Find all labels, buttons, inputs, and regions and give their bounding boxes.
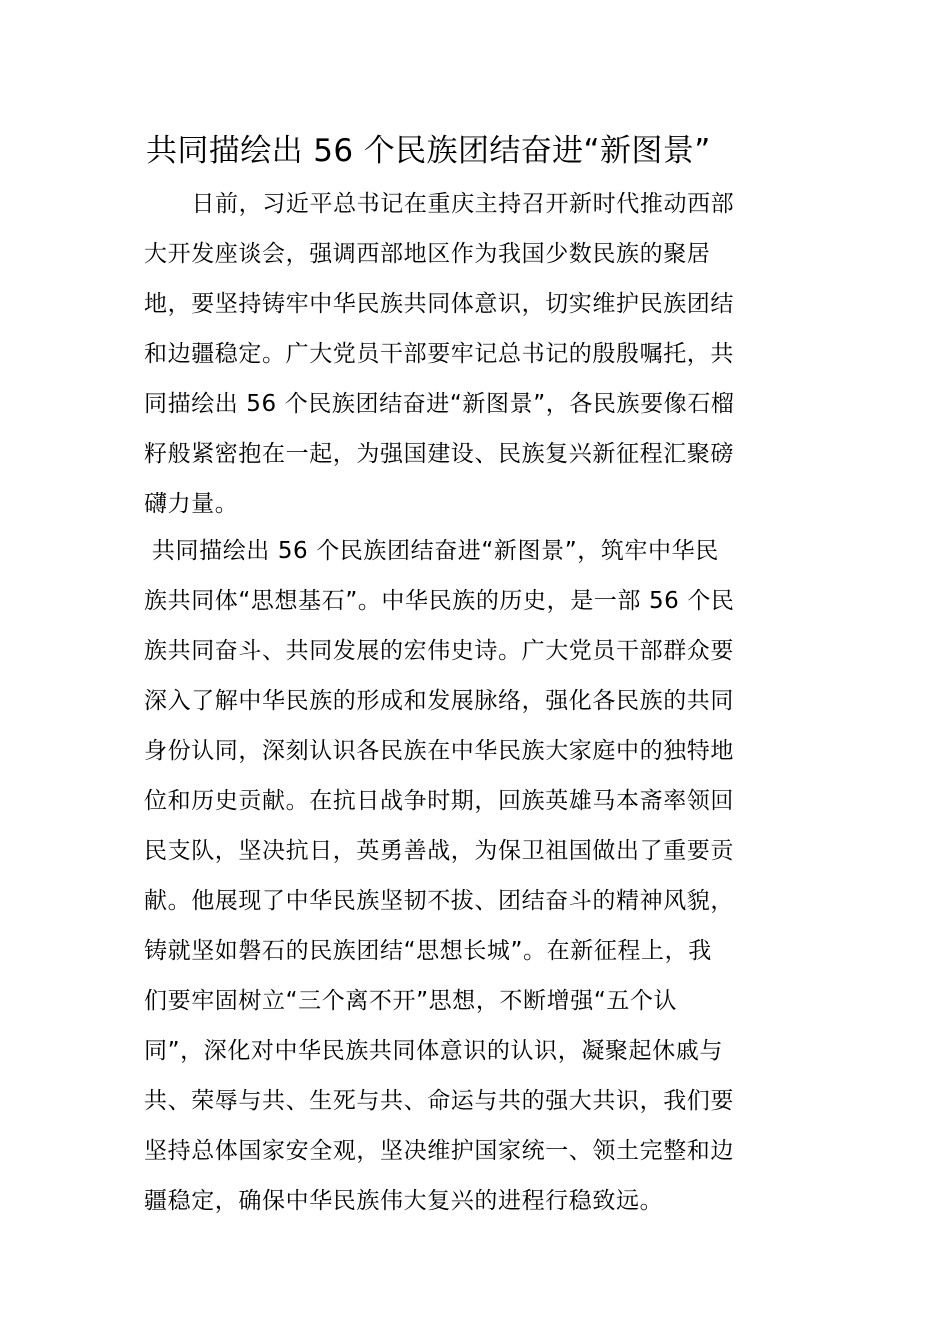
paragraph-line: 共、荣辱与共、生死与共、命运与共的强大共识，我们要 — [144, 1088, 734, 1114]
paragraph-line: 籽般紧密抱在一起，为强国建设、民族复兴新征程汇聚磅 — [144, 441, 734, 467]
paragraph-line: 身份认同，深刻认识各民族在中华民族大家庭中的独特地 — [144, 738, 734, 764]
document-title: 共同描绘出 56 个民族团结奋进“新图景” — [146, 133, 711, 169]
paragraph-line: 坚持总体国家安全观，坚决维护国家统一、领土完整和边 — [144, 1138, 734, 1164]
paragraph-line: 大开发座谈会，强调西部地区作为我国少数民族的聚居 — [144, 241, 711, 267]
paragraph-line: 和边疆稳定。广大党员干部要牢记总书记的殷殷嘱托，共 — [144, 341, 734, 367]
paragraph-line: 族共同奋斗、共同发展的宏伟史诗。广大党员干部群众要 — [144, 638, 734, 664]
paragraph-line: 铸就坚如磐石的民族团结“思想长城”。在新征程上，我 — [144, 938, 712, 964]
paragraph-line: 深入了解中华民族的形成和发展脉络，强化各民族的共同 — [144, 688, 734, 714]
paragraph-line: 日前，习近平总书记在重庆主持召开新时代推动西部 — [144, 191, 735, 217]
paragraph-2 — [144, 526, 820, 1226]
paragraph-line: 族共同体“思想基石”。中华民族的历史，是一部 56 个民 — [144, 588, 735, 614]
paragraph-line: 礴力量。 — [144, 491, 239, 517]
paragraph-line: 地，要坚持铸牢中华民族共同体意识，切实维护民族团结 — [144, 291, 734, 317]
paragraph-line: 同”，深化对中华民族共同体意识的认识，凝聚起休戚与 — [144, 1038, 723, 1064]
paragraph-line: 共同描绘出 56 个民族团结奋进“新图景”，筑牢中华民 — [144, 538, 719, 564]
paragraph-line: 位和历史贡献。在抗日战争时期，回族英雄马本斋率领回 — [144, 788, 734, 814]
paragraph-line: 们要牢固树立“三个离不开”思想，不断增强“五个认 — [144, 988, 678, 1014]
paragraph-line: 献。他展现了中华民族坚韧不拔、团结奋斗的精神风貌， — [144, 888, 734, 914]
paragraph-line: 民支队，坚决抗日，英勇善战，为保卫祖国做出了重要贡 — [144, 838, 734, 864]
paragraph-1 — [144, 179, 820, 529]
paragraph-line: 疆稳定，确保中华民族伟大复兴的进程行稳致远。 — [144, 1188, 664, 1214]
paragraph-line: 同描绘出 56 个民族团结奋进“新图景”，各民族要像石榴 — [144, 391, 735, 417]
